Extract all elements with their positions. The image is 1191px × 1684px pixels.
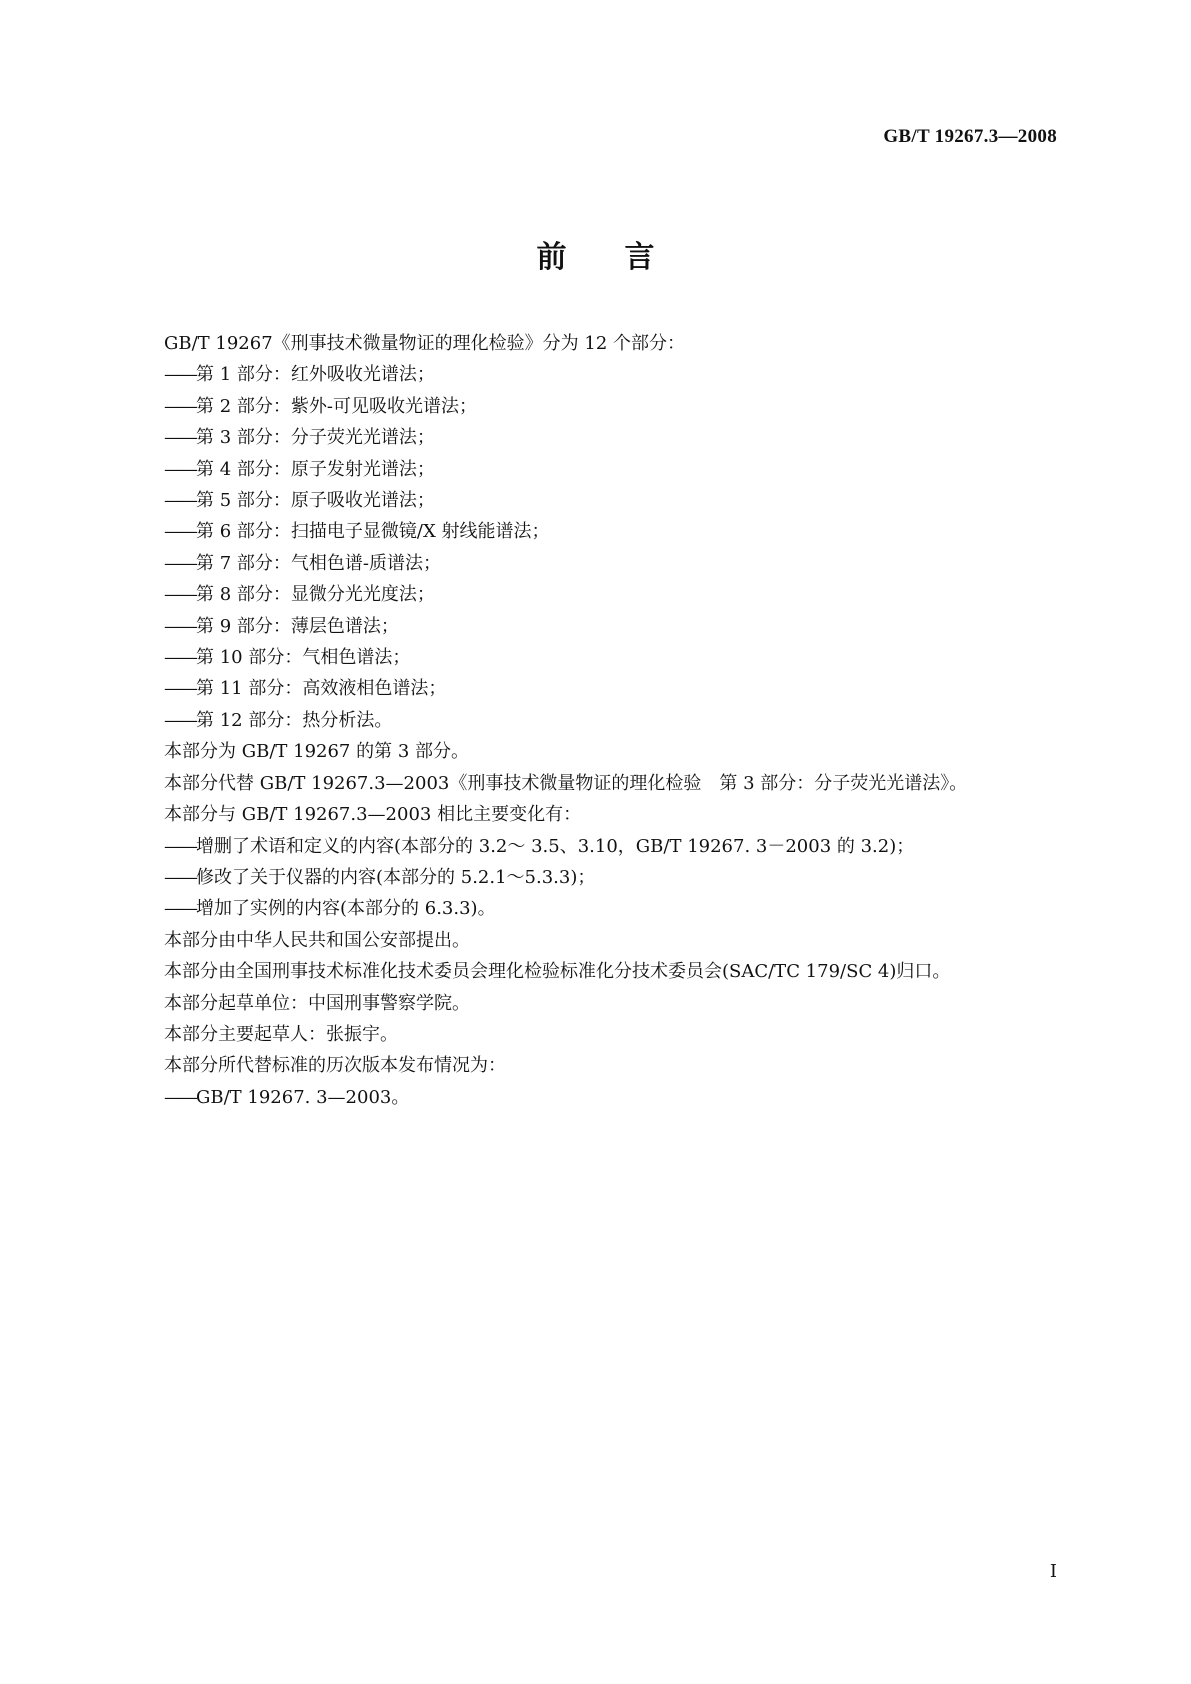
dash-marker: —— bbox=[164, 898, 196, 920]
dash-marker: —— bbox=[164, 458, 196, 480]
list-item bbox=[128, 485, 1068, 516]
dash-marker: —— bbox=[164, 395, 196, 417]
foreword-body bbox=[128, 328, 1068, 1113]
list-item bbox=[128, 862, 1068, 893]
this-part-paragraph: 本部分为 GB/T 19267 的第 3 部分。 bbox=[164, 741, 469, 763]
replaces-paragraph: 本部分代替 GB/T 19267.3—2003《刑事技术微量物证的理化检验 第 3 部分：分子荧光光谱法》。 bbox=[164, 772, 968, 794]
history-intro-paragraph: 本部分所代替标准的历次版本发布情况为： bbox=[164, 1055, 506, 1077]
list-item bbox=[128, 642, 1068, 673]
list-item bbox=[128, 359, 1068, 390]
dash-marker: —— bbox=[164, 584, 196, 606]
dash-marker: —— bbox=[164, 615, 196, 637]
drafter-paragraph: 本部分主要起草人：张振宇。 bbox=[164, 1023, 398, 1045]
dash-marker: —— bbox=[164, 490, 196, 512]
proposed-by-paragraph: 本部分由中华人民共和国公安部提出。 bbox=[164, 929, 470, 951]
part-text: 第 5 部分：原子吸收光谱法； bbox=[196, 490, 435, 512]
page-title: 前言 bbox=[536, 240, 713, 275]
list-item bbox=[128, 422, 1068, 453]
list-item bbox=[128, 391, 1068, 422]
dash-marker: —— bbox=[164, 835, 196, 857]
drafting-unit-paragraph: 本部分起草单位：中国刑事警察学院。 bbox=[164, 992, 470, 1014]
list-item bbox=[128, 705, 1068, 736]
part-text: 第 7 部分：气相色谱-质谱法； bbox=[196, 552, 441, 574]
list-item bbox=[128, 673, 1068, 704]
part-text: 第 8 部分：显微分光光度法； bbox=[196, 584, 435, 606]
history-list bbox=[128, 1082, 1068, 1113]
dash-marker: —— bbox=[164, 1086, 196, 1108]
page-number: Ⅰ bbox=[1049, 1561, 1057, 1581]
dash-marker: —— bbox=[164, 427, 196, 449]
part-text: 第 11 部分：高效液相色谱法； bbox=[196, 678, 447, 700]
list-item bbox=[128, 1082, 1068, 1113]
part-text: 第 1 部分：红外吸收光谱法； bbox=[196, 364, 435, 386]
dash-marker: —— bbox=[164, 709, 196, 731]
dash-marker: —— bbox=[164, 647, 196, 669]
standard-number: GB/T 19267.3—2008 bbox=[883, 126, 1057, 147]
list-item bbox=[128, 831, 1068, 862]
dash-marker: —— bbox=[164, 364, 196, 386]
change-text: 增加了实例的内容(本部分的 6.3.3)。 bbox=[196, 898, 496, 920]
list-item bbox=[128, 454, 1068, 485]
change-text: 增删了术语和定义的内容(本部分的 3.2～ 3.5、3.10，GB/T 19267. 3－2003 的 3.2)； bbox=[196, 835, 915, 857]
managed-by-paragraph: 本部分由全国刑事技术标准化技术委员会理化检验标准化分技术委员会(SAC/TC 179/SC 4)归口。 bbox=[164, 961, 951, 983]
change-text: 修改了关于仪器的内容(本部分的 5.2.1～5.3.3)； bbox=[196, 866, 596, 888]
changes-intro-paragraph: 本部分与 GB/T 19267.3—2003 相比主要变化有： bbox=[164, 804, 582, 826]
part-text: 第 2 部分：紫外-可见吸收光谱法； bbox=[196, 395, 477, 417]
part-text: 第 4 部分：原子发射光谱法； bbox=[196, 458, 435, 480]
part-text: 第 6 部分：扫描电子显微镜/X 射线能谱法； bbox=[196, 521, 550, 543]
parts-list bbox=[128, 359, 1068, 736]
list-item bbox=[128, 516, 1068, 547]
part-text: 第 3 部分：分子荧光光谱法； bbox=[196, 427, 435, 449]
dash-marker: —— bbox=[164, 552, 196, 574]
changes-list bbox=[128, 831, 1068, 925]
dash-marker: —— bbox=[164, 521, 196, 543]
list-item bbox=[128, 548, 1068, 579]
dash-marker: —— bbox=[164, 866, 196, 888]
list-item bbox=[128, 893, 1068, 924]
intro-paragraph: GB/T 19267《刑事技术微量物证的理化检验》分为 12 个部分： bbox=[164, 333, 686, 354]
part-text: 第 10 部分：气相色谱法； bbox=[196, 647, 411, 669]
list-item bbox=[128, 579, 1068, 610]
part-text: 第 9 部分：薄层色谱法； bbox=[196, 615, 399, 637]
list-item bbox=[128, 611, 1068, 642]
dash-marker: —— bbox=[164, 678, 196, 700]
history-text: GB/T 19267. 3—2003。 bbox=[196, 1086, 410, 1108]
part-text: 第 12 部分：热分析法。 bbox=[196, 709, 393, 731]
